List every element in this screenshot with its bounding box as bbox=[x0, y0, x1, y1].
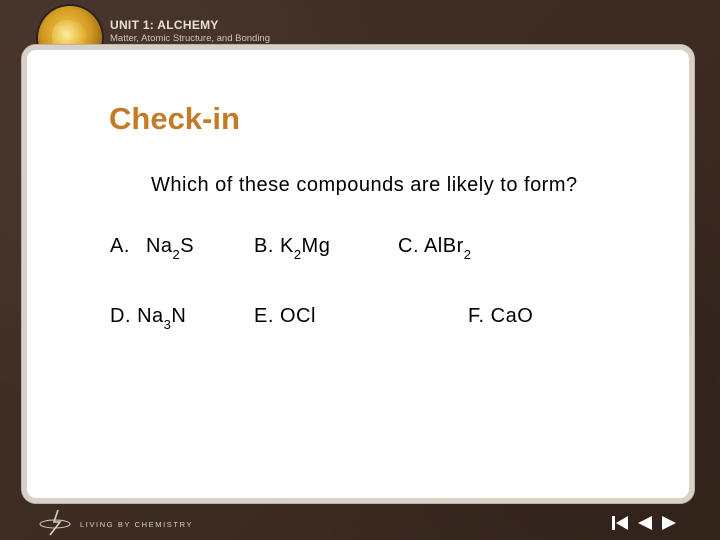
option-letter: D. bbox=[110, 305, 131, 327]
slide-title: Check-in bbox=[109, 101, 240, 136]
option-letter: B. bbox=[254, 235, 274, 257]
option-d: D. $Na_3N$ bbox=[110, 305, 187, 332]
option-a: A. $Na_2S$ bbox=[110, 235, 195, 262]
living-by-chemistry-logo-icon bbox=[38, 508, 72, 536]
option-letter: C. bbox=[398, 235, 419, 257]
unit-subtitle: Matter, Atomic Structure, and Bonding bbox=[110, 33, 271, 44]
option-e: E. OCl bbox=[254, 305, 316, 327]
next-icon[interactable] bbox=[658, 512, 680, 534]
option-c: C. AlBr$_2$ bbox=[398, 235, 472, 262]
footer-brand: LIVING BY CHEMISTRY bbox=[80, 520, 194, 529]
option-letter: F. bbox=[468, 305, 485, 327]
unit-title: UNIT 1: ALCHEMY bbox=[110, 18, 219, 32]
option-letter: E. bbox=[254, 305, 274, 327]
previous-icon[interactable] bbox=[634, 512, 656, 534]
option-f: F. CaO bbox=[468, 305, 534, 327]
option-letter: A. bbox=[110, 235, 130, 257]
question-text: Which of these compounds are likely to form? bbox=[151, 174, 578, 196]
skip-to-first-icon[interactable] bbox=[609, 512, 631, 534]
option-b: B. $K_2Mg$ bbox=[254, 235, 331, 262]
